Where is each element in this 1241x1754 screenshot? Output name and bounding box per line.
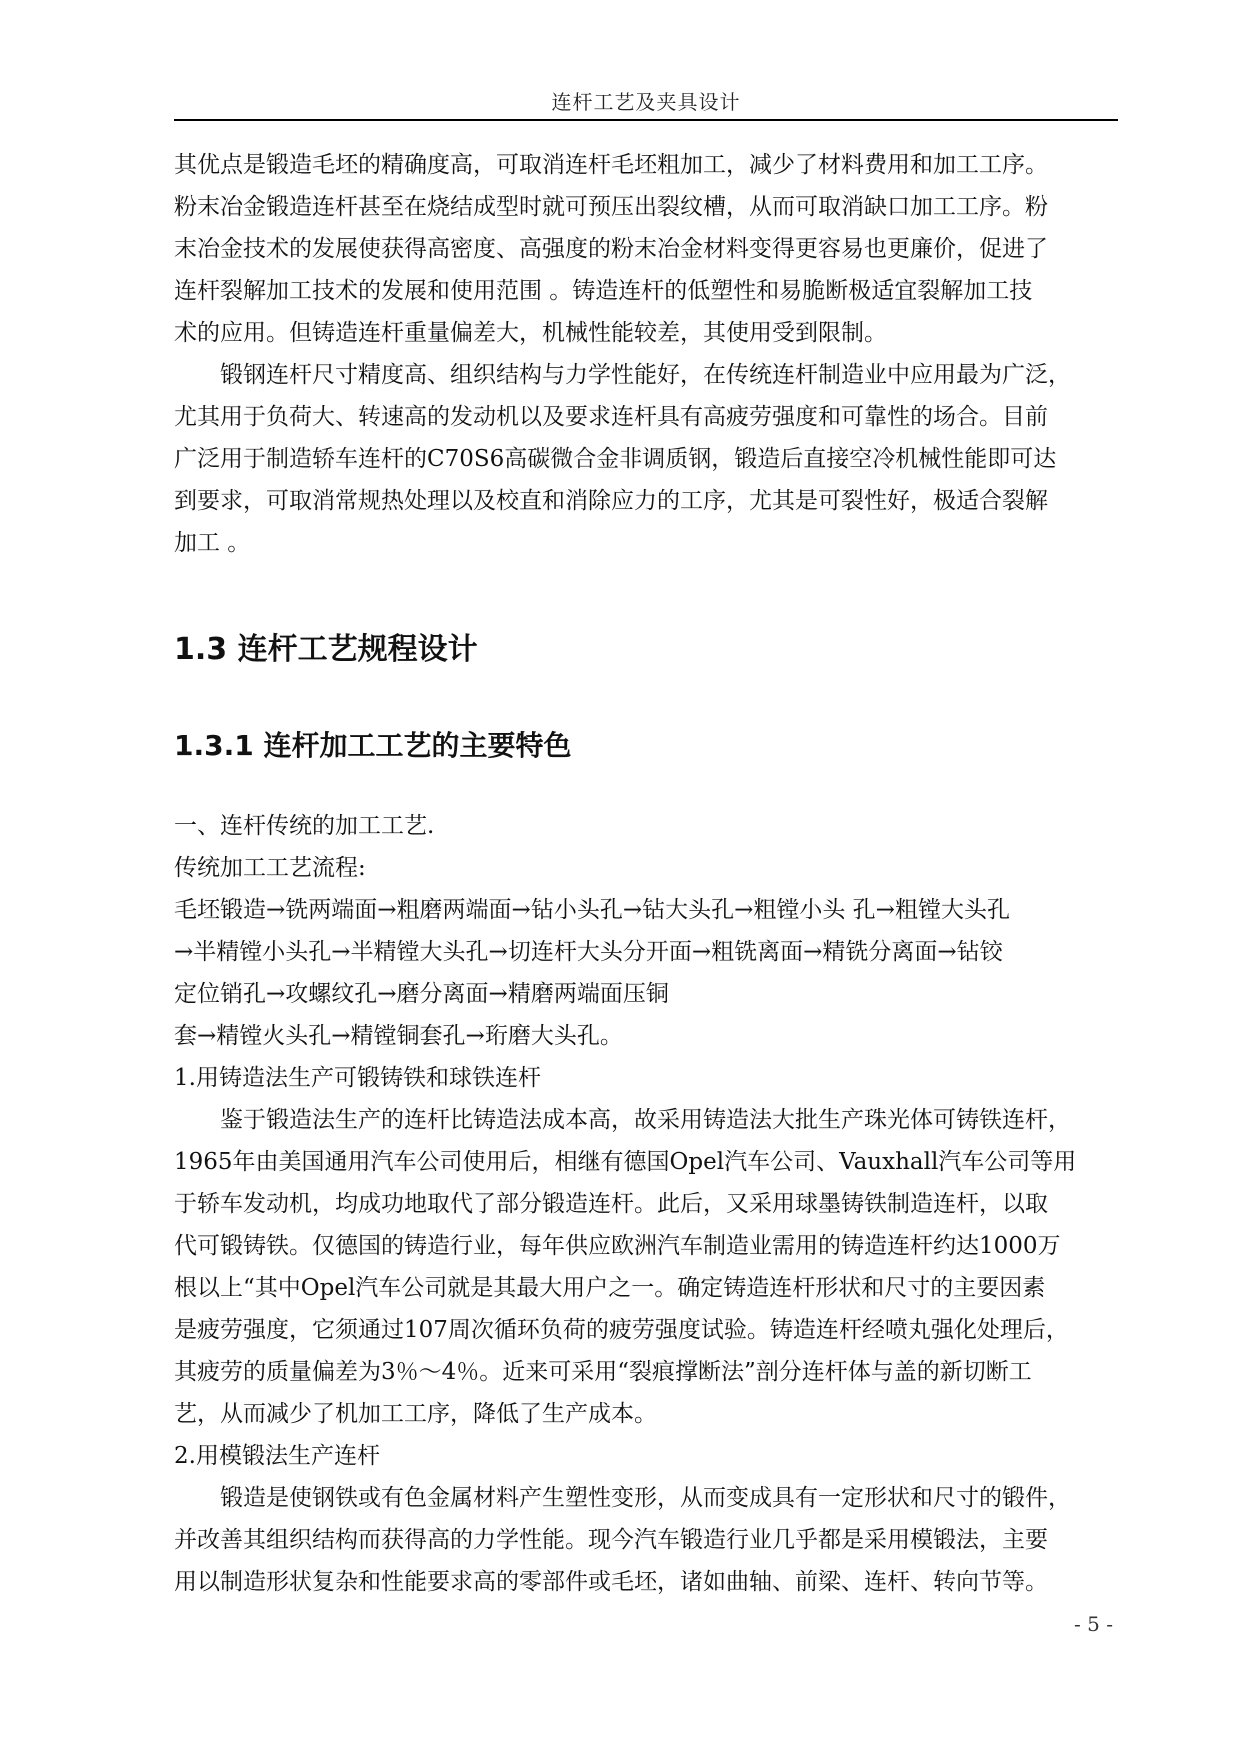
list-heading: 2.用模锻法生产连杆: [174, 1443, 380, 1469]
text-line: 术的应用。但铸造连杆重量偏差大，机械性能较差，其使用受到限制。: [174, 320, 887, 346]
text-line: 末冶金技术的发展使获得高密度、高强度的粉末冶金材料变得更容易也更廉价，促进了: [174, 236, 1048, 262]
text-line: →半精镗小头孔→半精镗大头孔→切连杆大头分开面→粗铣离面→精铣分离面→钻铰: [174, 939, 1003, 965]
text-line: 连杆裂解加工技术的发展和使用范围 。铸造连杆的低塑性和易脆断极适宜裂解加工技: [174, 278, 1033, 304]
section-paragraphs: [174, 805, 1118, 1603]
text-line: 并改善其组织结构而获得高的力学性能。现今汽车锻造行业几乎都是采用模锻法，主要: [174, 1527, 1048, 1553]
text-line: 根以上“其中Opel汽车公司就是其最大用户之一。确定铸造连杆形状和尺寸的主要因素: [174, 1275, 1046, 1301]
text-line: 锻钢连杆尺寸精度高、组织结构与力学性能好，在传统连杆制造业中应用最为广泛，: [220, 362, 1071, 388]
text-line: 用以制造形状复杂和性能要求高的零部件或毛坯，诸如曲轴、前梁、连杆、转向节等。: [174, 1569, 1048, 1595]
text-line: 一、连杆传统的加工工艺.: [174, 813, 435, 839]
running-header: 连杆工艺及夹具设计: [551, 90, 741, 114]
text-line: 鉴于锻造法生产的连杆比铸造法成本高，故采用铸造法大批生产珠光体可铸铁连杆，: [220, 1107, 1071, 1133]
intro-paragraphs: [174, 144, 1118, 564]
text-line: 毛坯锻造→铣两端面→粗磨两端面→钻小头孔→钻大头孔→粗镗小头 孔→粗镗大头孔: [174, 897, 1010, 923]
text-line: 尤其用于负荷大、转速高的发动机以及要求连杆具有高疲劳强度和可靠性的场合。目前: [174, 404, 1048, 430]
section-heading: 1.3 连杆工艺规程设计: [174, 632, 478, 667]
text-line: 粉末冶金锻造连杆甚至在烧结成型时就可预压出裂纹槽，从而可取消缺口加工工序。粉: [174, 194, 1048, 220]
page-number: - 5 -: [1074, 1612, 1113, 1636]
text-line: 1965年由美国通用汽车公司使用后，相继有德国Opel汽车公司、Vauxhall汽车公司等用: [174, 1149, 1077, 1175]
text-line: 是疲劳强度，它须通过107周次循环负荷的疲劳强度试验。铸造连杆经喷丸强化处理后，: [174, 1317, 1069, 1343]
text-line: 广泛用于制造轿车连杆的C70S6高碳微合金非调质钢，锻造后直接空冷机械性能即可达: [174, 446, 1057, 472]
text-line: 套→精镗火头孔→精镗铜套孔→珩磨大头孔。: [174, 1023, 623, 1049]
subsection-heading: 1.3.1 连杆加工工艺的主要特色: [174, 729, 572, 762]
text-line: 其优点是锻造毛坯的精确度高，可取消连杆毛坯粗加工，减少了材料费用和加工工序。: [174, 152, 1048, 178]
text-line: 定位销孔→攻螺纹孔→磨分离面→精磨两端面压铜: [174, 981, 669, 1007]
header-rule: [174, 119, 1118, 121]
text-line: 锻造是使钢铁或有色金属材料产生塑性变形，从而变成具有一定形状和尺寸的锻件，: [220, 1485, 1071, 1511]
text-line: 其疲劳的质量偏差为3％～4％。近来可采用“裂痕撑断法”剖分连杆体与盖的新切断工: [174, 1359, 1032, 1385]
text-line: 代可锻铸铁。仅德国的铸造行业，每年供应欧洲汽车制造业需用的铸造连杆约达1000万: [174, 1233, 1061, 1259]
text-line: 艺，从而减少了机加工工序，降低了生产成本。: [174, 1401, 657, 1427]
text-line: 加工 。: [174, 530, 251, 556]
list-heading: 1.用铸造法生产可锻铸铁和球铁连杆: [174, 1065, 541, 1091]
text-line: 传统加工工艺流程:: [174, 855, 366, 881]
text-line: 于轿车发动机，均成功地取代了部分锻造连杆。此后，又采用球墨铸铁制造连杆，以取: [174, 1191, 1048, 1217]
text-line: 到要求，可取消常规热处理以及校直和消除应力的工序，尤其是可裂性好，极适合裂解: [174, 488, 1048, 514]
